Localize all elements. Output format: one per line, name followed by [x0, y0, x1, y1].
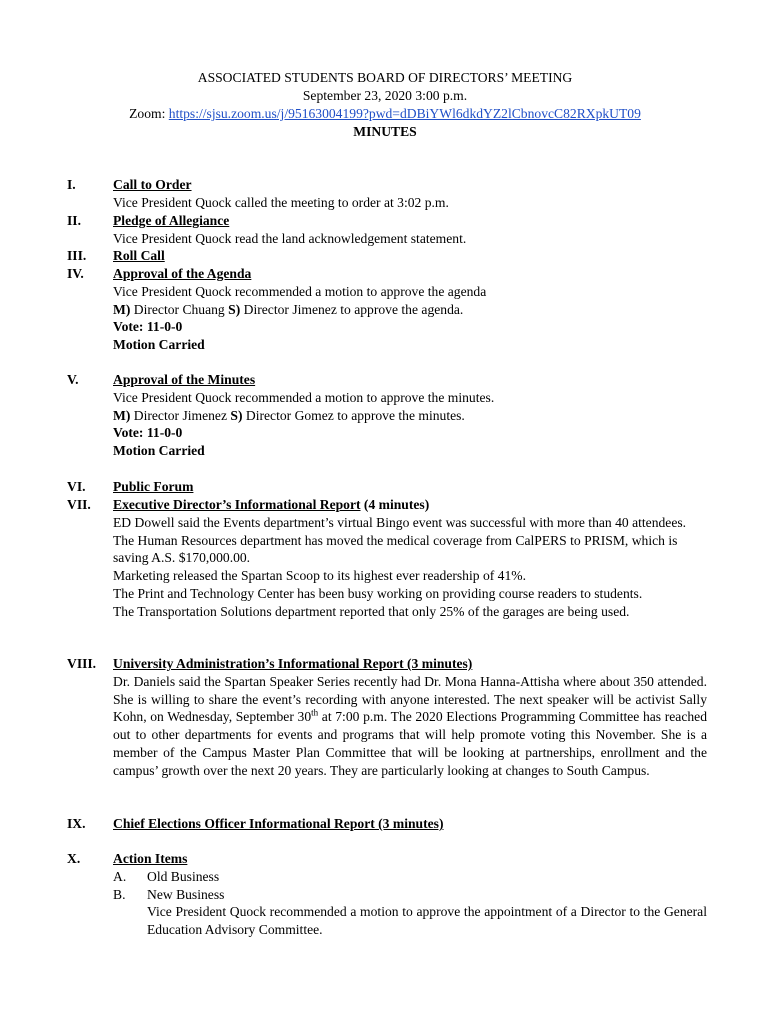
section-university-report	[67, 655, 707, 780]
section-number: I.	[67, 177, 76, 192]
sub-item-text: Old Business	[147, 868, 220, 884]
report-text-part: at 7:00 p.m. The 2020 Elections Programming Committee has reached out to other departments for events and programs that will help promote voting this November. She is a member of the Campus Master Plan Committee that will be looking at partnerships, enrollment and the campus’ growth over the next 20 years. They are particularly looking at changes to South Campus.	[113, 709, 707, 778]
zoom-line	[0, 105, 770, 123]
report-paragraph	[113, 673, 707, 780]
motion-line	[113, 301, 707, 319]
section-number: V.	[67, 372, 79, 387]
motion-status: Motion Carried	[113, 443, 205, 459]
minutes-heading: MINUTES	[353, 124, 417, 139]
report-paragraph: ED Dowell said the Events department’s virtual Bingo event was successful with more than 40 attendees.	[113, 514, 687, 530]
report-text-part: Dr. Daniels said the Spartan Speaker Series recently had Dr. Mona Hanna-Attisha where about 350 attended. She is willing to share the event’s recording with anyone interested. The next speaker will be activist Sally Kohn, on Wednesday, September 30	[113, 673, 707, 725]
section-number: VIII.	[67, 656, 97, 671]
motion-maker: Director Jimenez	[130, 407, 231, 423]
section-number: II.	[67, 213, 81, 228]
sub-item-new-business	[113, 886, 707, 939]
section-text: Vice President Quock recommended a motion to approve the agenda	[113, 283, 487, 299]
meeting-title: ASSOCIATED STUDENTS BOARD OF DIRECTORS’ MEETING	[197, 70, 573, 85]
section-roll-call	[67, 247, 707, 265]
second-maker: Director Gomez to approve the minutes.	[242, 407, 465, 423]
report-paragraph: The Human Resources department has moved the medical coverage from CalPERS to PRISM, which is saving A.S. $170,000.00.	[113, 532, 678, 566]
section-title: University Administration’s Informational Report (3 minutes)	[113, 656, 473, 671]
section-title: Executive Director’s Informational Report	[113, 497, 361, 512]
section-title: Pledge of Allegiance	[113, 213, 230, 228]
report-paragraph: Marketing released the Spartan Scoop to its highest ever readership of 41%.	[113, 568, 526, 584]
section-pledge	[67, 212, 707, 248]
section-heading	[113, 496, 707, 514]
section-number: III.	[67, 248, 87, 263]
section-number: X.	[67, 851, 81, 866]
meeting-date: September 23, 2020 3:00 p.m.	[302, 88, 468, 103]
motion-status: Motion Carried	[113, 337, 205, 353]
section-number: IV.	[67, 266, 84, 281]
report-paragraph: The Print and Technology Center has been busy working on providing course readers to students.	[113, 585, 643, 601]
section-number: VII.	[67, 497, 91, 512]
report-paragraph: The Transportation Solutions department reported that only 25% of the garages are being used.	[113, 603, 630, 619]
document-header	[0, 69, 770, 141]
section-duration: (4 minutes)	[360, 497, 430, 512]
second-label: S)	[230, 407, 243, 423]
sub-item-text: New Business	[147, 886, 225, 902]
sub-item-letter: A.	[113, 868, 127, 884]
section-text: Vice President Quock recommended a motion to approve the minutes.	[113, 389, 495, 405]
section-title: Approval of the Agenda	[113, 266, 252, 281]
zoom-label: Zoom:	[129, 106, 169, 121]
zoom-link[interactable]: https://sjsu.zoom.us/j/95163004199?pwd=dDBiYWl6dkdYZ2lCbnovcC82RXpkUT09	[168, 106, 641, 121]
section-title: Approval of the Minutes	[113, 372, 256, 387]
section-action-items	[67, 850, 707, 939]
section-executive-report	[67, 496, 707, 621]
sub-item-detail: Vice President Quock recommended a motion to approve the appointment of a Director to the General Education Advisory Committee.	[147, 904, 707, 938]
ordinal-suffix: th	[311, 707, 319, 718]
sub-item-old-business	[113, 868, 707, 886]
section-elections-report	[67, 815, 707, 833]
motion-label: M)	[113, 407, 131, 423]
motion-line	[113, 407, 707, 425]
vote-result: Vote: 11-0-0	[113, 319, 183, 335]
vote-result: Vote: 11-0-0	[113, 425, 183, 441]
section-public-forum	[67, 478, 707, 496]
section-approval-minutes	[67, 371, 707, 460]
motion-label: M)	[113, 301, 131, 317]
section-text: Vice President Quock called the meeting to order at 3:02 p.m.	[113, 194, 449, 210]
second-label: S)	[228, 301, 241, 317]
sub-item-letter: B.	[113, 886, 126, 902]
section-title: Call to Order	[113, 177, 192, 192]
section-title: Chief Elections Officer Informational Report (3 minutes)	[113, 816, 444, 831]
second-maker: Director Jimenez to approve the agenda.	[240, 301, 464, 317]
section-title: Roll Call	[113, 248, 165, 263]
section-number: IX.	[67, 816, 86, 831]
motion-maker: Director Chuang	[130, 301, 229, 317]
section-approval-agenda	[67, 265, 707, 354]
section-number: VI.	[67, 479, 86, 494]
section-title: Public Forum	[113, 479, 194, 494]
section-title: Action Items	[113, 851, 188, 866]
section-call-to-order	[67, 176, 707, 212]
section-text: Vice President Quock read the land acknowledgement statement.	[113, 230, 467, 246]
